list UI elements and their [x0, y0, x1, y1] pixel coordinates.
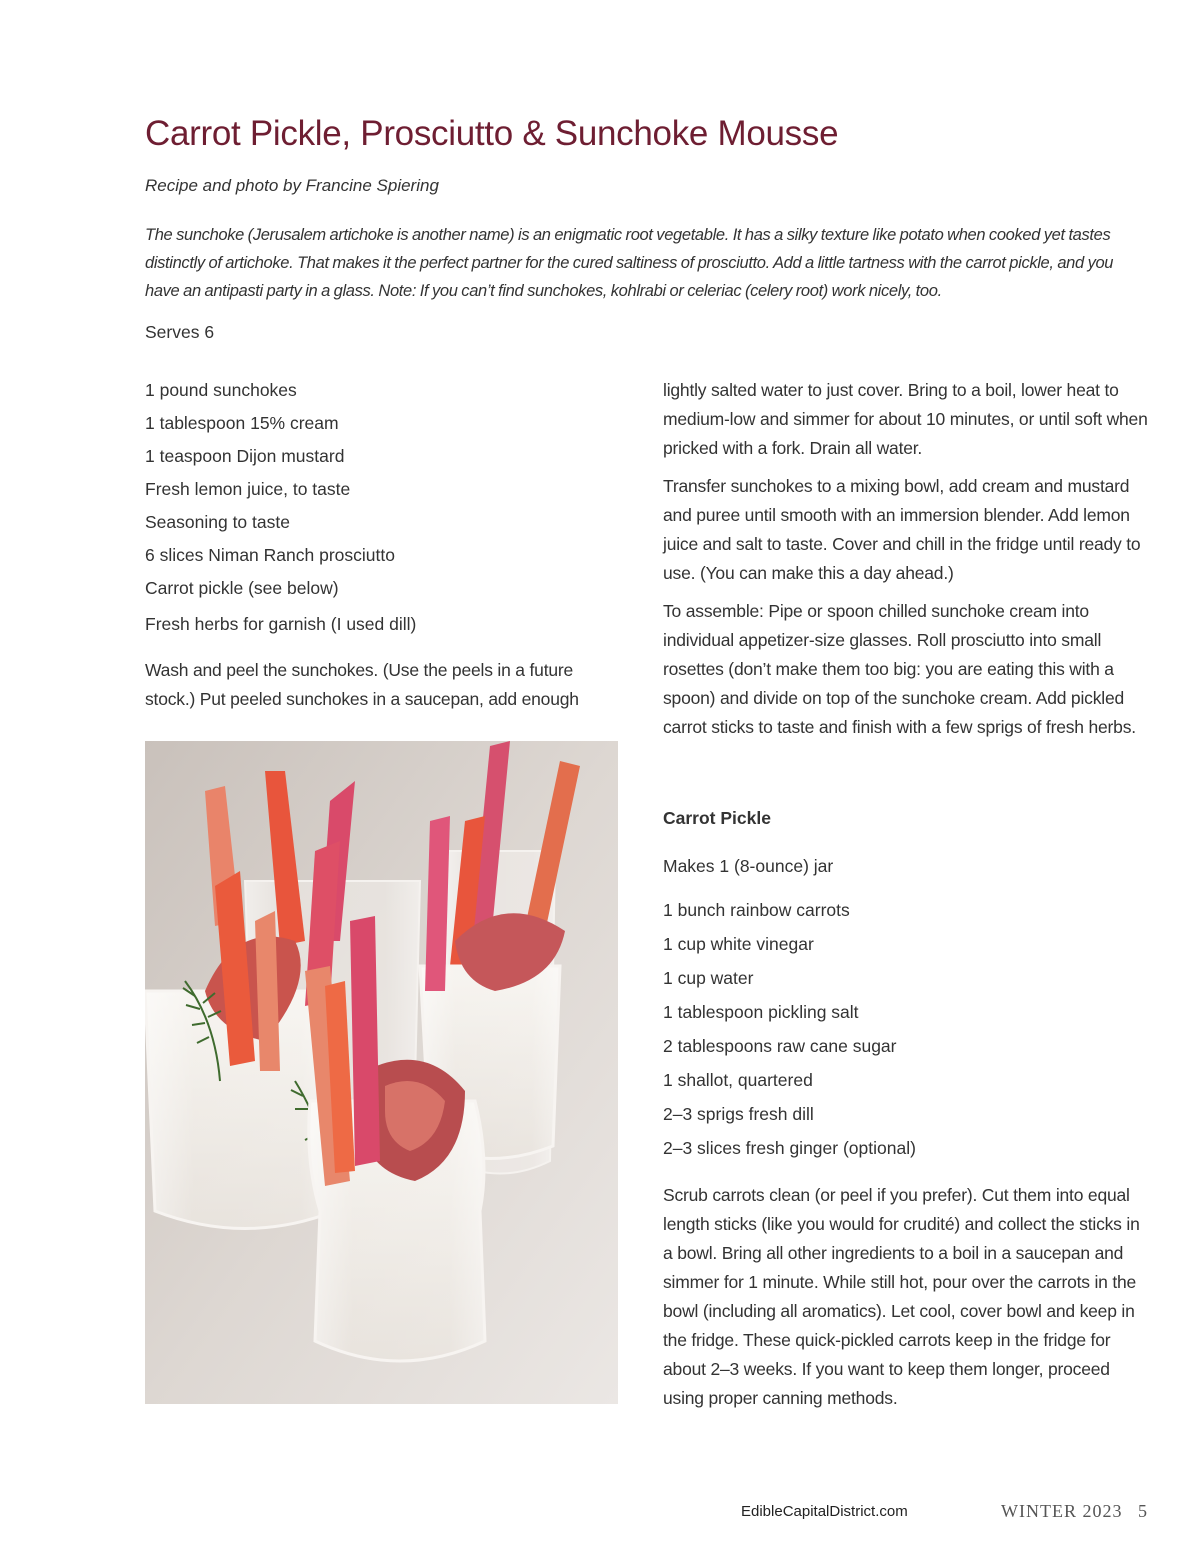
- step-wash: Wash and peel the sunchokes. (Use the peels in a future stock.) Put peeled sunchokes in a saucepan, add enough: [145, 660, 579, 709]
- ingredient-item: Carrot pickle (see below): [145, 578, 339, 598]
- pickle-ingredient-item: 2–3 slices fresh ginger (optional): [663, 1138, 916, 1158]
- step-assemble: To assemble: Pipe or spoon chilled sunchoke cream into individual appetizer-size glasses. Roll prosciutto into small rosettes (don’t make them too big: you are eating this with a spoon) and divide on top of the sunchoke cream. Add pickled carrot sticks to taste and finish with a few sprigs of fresh herbs.: [663, 601, 1136, 737]
- step-wash-continued: lightly salted water to just cover. Bring to a boil, lower heat to medium-low and simmer for about 10 minutes, or until soft when pricked with a fork. Drain all water.: [663, 380, 1148, 458]
- pickle-method-block: [663, 1181, 1153, 1422]
- footer-website: EdibleCapitalDistrict.com: [741, 1503, 908, 1520]
- ingredient-item: 1 pound sunchokes: [145, 380, 297, 400]
- recipe-title: Carrot Pickle, Prosciutto & Sunchoke Mousse: [145, 114, 839, 153]
- pickle-ingredient-item: 1 cup water: [663, 968, 754, 988]
- footer-issue: WINTER 2023: [1001, 1501, 1123, 1521]
- pickle-ingredient-item: 1 tablespoon pickling salt: [663, 1002, 859, 1022]
- pickle-ingredient-item: 1 shallot, quartered: [663, 1070, 813, 1090]
- byline: Recipe and photo by Francine Spiering: [145, 176, 439, 195]
- ingredient-item: Fresh herbs for garnish (I used dill): [145, 614, 417, 634]
- pickle-ingredient-item: 2–3 sprigs fresh dill: [663, 1104, 814, 1124]
- ingredient-item: Fresh lemon juice, to taste: [145, 479, 351, 499]
- pickle-method: Scrub carrots clean (or peel if you prefer). Cut them into equal length sticks (like you would for crudité) and collect the sticks in a bowl. Bring all other ingredients to a boil in a saucepan and simmer for 1 minute. While still hot, pour over the carrots in the bowl (including all aromatics). Let cool, cover bowl and keep in the fridge. These quick-pickled carrots keep in the fridge for about 2–3 weeks. If you want to keep them longer, proceed using proper canning methods.: [663, 1185, 1140, 1408]
- pickle-heading: Carrot Pickle: [663, 808, 771, 828]
- intro-paragraph: The sunchoke (Jerusalem artichoke is another name) is an enigmatic root vegetable. It has a silky texture like potato when cooked yet tastes distinctly of artichoke. That makes it the perfect partner for the cured saltiness of prosciutto. Add a little tartness with the carrot pickle, and you have an antipasti party in a glass. Note: If you can’t find sunchokes, kohlrabi or celeriac (celery root) work nicely, too.: [145, 226, 1114, 300]
- ingredient-item: 1 teaspoon Dijon mustard: [145, 446, 345, 466]
- pickle-ingredient-item: 1 cup white vinegar: [663, 934, 814, 954]
- serves: Serves 6: [145, 322, 215, 342]
- ingredient-item: 6 slices Niman Ranch prosciutto: [145, 545, 395, 565]
- page-number: 5: [1138, 1501, 1147, 1521]
- step-transfer: Transfer sunchokes to a mixing bowl, add cream and mustard and puree until smooth with an immersion blender. Add lemon juice and salt to taste. Cover and chill in the fridge until ready to use. (You can make this a day ahead.): [663, 476, 1141, 583]
- recipe-photo: [145, 741, 618, 1404]
- recipe-steps: [663, 376, 1153, 751]
- pickle-ingredient-item: 1 bunch rainbow carrots: [663, 900, 850, 920]
- pickle-ingredient-item: 2 tablespoons raw cane sugar: [663, 1036, 897, 1056]
- pickle-ingredient-list: [663, 898, 916, 1170]
- ingredient-item: Seasoning to taste: [145, 512, 290, 532]
- ingredient-item: 1 tablespoon 15% cream: [145, 413, 339, 433]
- pickle-yield: Makes 1 (8-ounce) jar: [663, 856, 834, 876]
- ingredient-list: [145, 378, 416, 645]
